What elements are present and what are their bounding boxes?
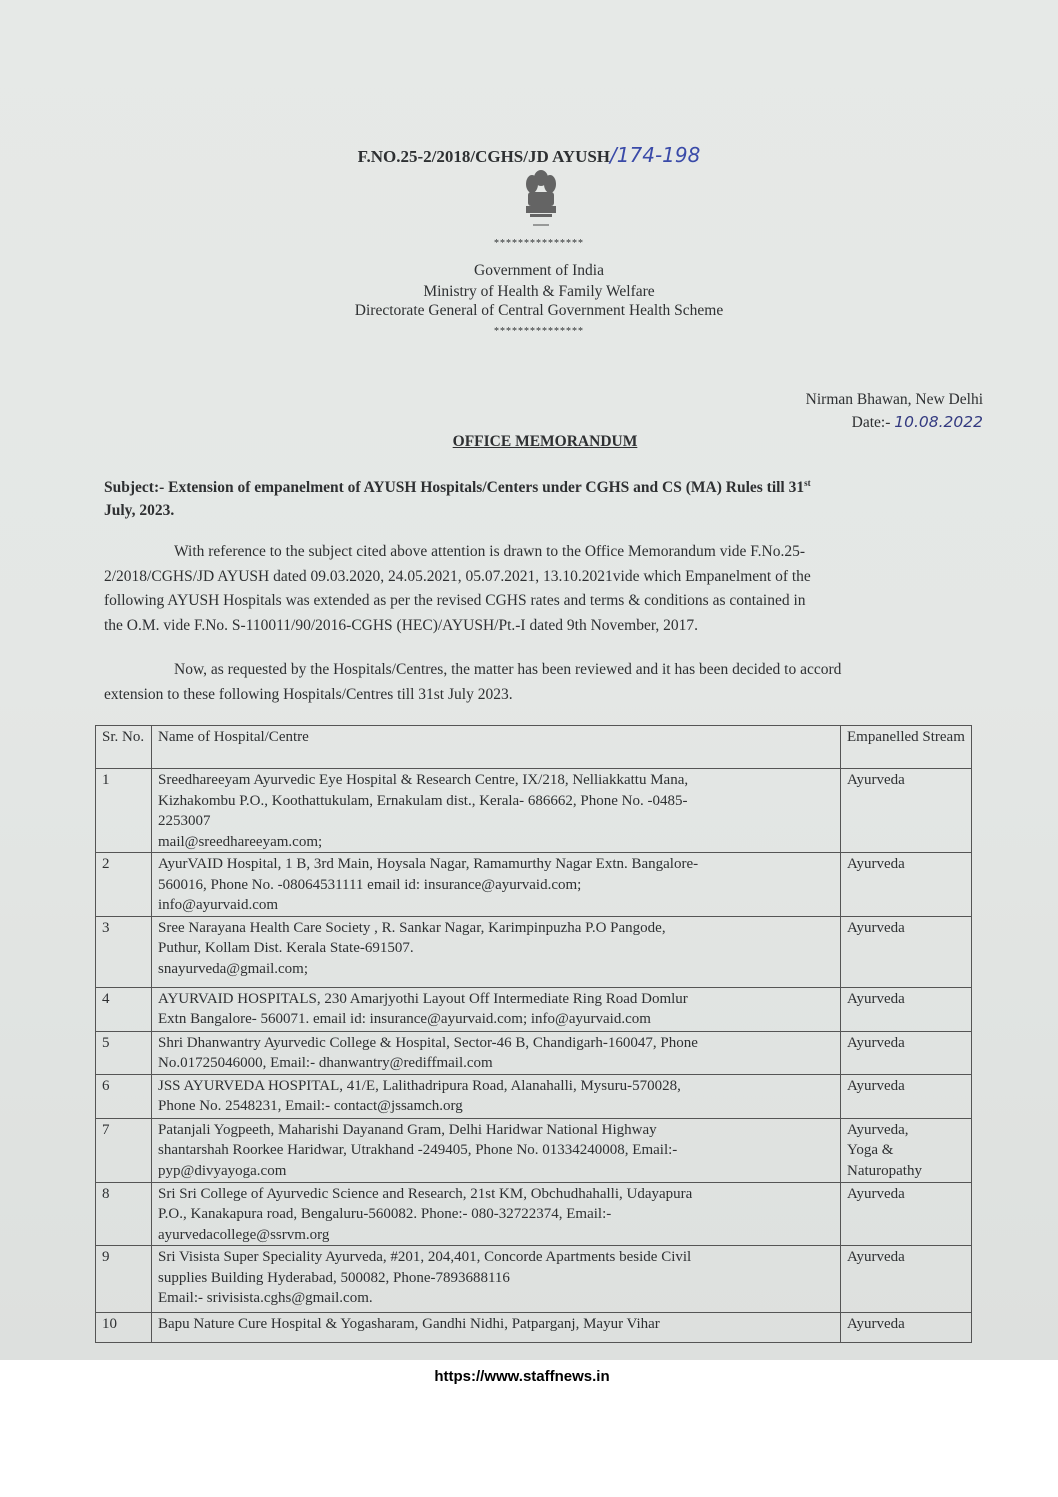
cell-stream-line: Yoga & bbox=[847, 1142, 894, 1158]
cell-hospital-name-line: Bapu Nature Cure Hospital & Yogasharam, Gandhi Nidhi, Patparganj, Mayur Vihar bbox=[158, 1316, 660, 1332]
national-emblem-icon bbox=[521, 168, 561, 234]
cell-hospital-name-line: Email:- srivisista.cghs@gmail.com. bbox=[158, 1290, 373, 1306]
cell-sr-no: 5 bbox=[96, 1031, 152, 1074]
cell-sr-no: 1 bbox=[96, 769, 152, 853]
cell-hospital-name-line: Phone No. 2548231, Email:- contact@jssamch.org bbox=[158, 1098, 463, 1114]
paragraph-line: Now, as requested by the Hospitals/Centres, the matter has been reviewed and it has been decided to accord bbox=[174, 661, 842, 678]
cell-hospital-name-line: No.01725046000, Email:- dhanwantry@rediffmail.com bbox=[158, 1055, 493, 1071]
cell-hospital-name bbox=[152, 853, 841, 917]
header-stream: Empanelled Stream bbox=[841, 726, 972, 769]
paragraph-line: extension to these following Hospitals/Centres till 31st July 2023. bbox=[104, 685, 513, 703]
table-row bbox=[96, 769, 972, 853]
hospital-table bbox=[95, 725, 972, 1343]
subject-sup: st bbox=[804, 478, 811, 488]
cell-stream bbox=[841, 1074, 972, 1118]
paragraph-1 bbox=[104, 540, 984, 638]
cell-hospital-name-line: info@ayurvaid.com bbox=[158, 897, 279, 913]
cell-sr-no: 8 bbox=[96, 1182, 152, 1246]
directorate-line: Directorate General of Central Government Health Scheme bbox=[354, 302, 724, 319]
paragraph-2 bbox=[104, 658, 984, 707]
cell-sr-no: 7 bbox=[96, 1118, 152, 1182]
ministry-line: Ministry of Health & Family Welfare bbox=[423, 283, 655, 300]
cell-hospital-name-line: P.O., Kanakapura road, Bengaluru-560082. Phone:- 080-32722374, Email:- bbox=[158, 1206, 612, 1222]
cell-hospital-name-line: shantarshah Roorkee Haridwar, Utrakhand -249405, Phone No. 01334240008, Email:- bbox=[158, 1142, 678, 1158]
subject bbox=[104, 472, 984, 522]
cell-sr-no: 4 bbox=[96, 987, 152, 1031]
cell-hospital-name bbox=[152, 1182, 841, 1246]
paragraph-line: With reference to the subject cited above attention is drawn to the Office Memorandum vide F.No.25- bbox=[174, 543, 805, 560]
cell-stream bbox=[841, 1118, 972, 1182]
table-row bbox=[96, 1313, 972, 1343]
file-number bbox=[0, 143, 1058, 167]
cell-hospital-name-line: mail@sreedhareeyam.com; bbox=[158, 833, 323, 850]
cell-hospital-name-line: snayurveda@gmail.com; bbox=[158, 960, 309, 977]
cell-hospital-name bbox=[152, 769, 841, 853]
date-value: 10.08.2022 bbox=[894, 413, 983, 431]
cell-hospital-name-line: Shri Dhanwantry Ayurvedic College & Hospital, Sector-46 B, Chandigarh-160047, Phone bbox=[158, 1034, 698, 1051]
cell-hospital-name bbox=[152, 916, 841, 987]
place: Nirman Bhawan, New Delhi bbox=[805, 391, 983, 408]
cell-hospital-name-line: 560016, Phone No. -08064531111 email id: insurance@ayurvaid.com; bbox=[158, 876, 582, 893]
cell-stream bbox=[841, 987, 972, 1031]
cell-stream-line: Ayurveda bbox=[847, 1077, 905, 1094]
cell-hospital-name-line: 2253007 bbox=[158, 813, 211, 829]
table-row bbox=[96, 853, 972, 917]
cell-stream bbox=[841, 769, 972, 853]
table-row bbox=[96, 1074, 972, 1118]
header-hospital-name: Name of Hospital/Centre bbox=[152, 726, 841, 769]
cell-stream bbox=[841, 853, 972, 917]
cell-hospital-name-line: JSS AYURVEDA HOSPITAL, 41/E, Lalithadripura Road, Alanahalli, Mysuru-570028, bbox=[158, 1077, 681, 1094]
place-date-block bbox=[806, 389, 983, 434]
government-line: Government of India bbox=[474, 262, 604, 279]
paragraph-line: following AYUSH Hospitals was extended as per the revised CGHS rates and terms & conditions as contained in bbox=[104, 592, 806, 609]
cell-hospital-name-line: Kizhakombu P.O., Koothattukulam, Ernakulam dist., Kerala- 686662, Phone No. -0485- bbox=[158, 792, 688, 809]
cell-sr-no: 9 bbox=[96, 1246, 152, 1313]
cell-stream-line: Ayurveda bbox=[847, 990, 905, 1007]
cell-hospital-name bbox=[152, 1031, 841, 1074]
handwritten-number: /174-198 bbox=[610, 143, 701, 167]
date-label: Date:- bbox=[851, 414, 891, 431]
cell-hospital-name bbox=[152, 1246, 841, 1313]
cell-hospital-name-line: Extn Bangalore- 560071. email id: insurance@ayurvaid.com; info@ayurvaid.com bbox=[158, 1011, 651, 1027]
cell-hospital-name-line: ayurvedacollege@ssrvm.org bbox=[158, 1226, 330, 1243]
paragraph-line: 2/2018/CGHS/JD AYUSH dated 09.03.2020, 24.05.2021, 05.07.2021, 13.10.2021vide which Empanelment of the bbox=[104, 567, 811, 585]
cell-stream-line: Ayurveda bbox=[847, 856, 905, 872]
cell-stream bbox=[841, 1313, 972, 1343]
table-row bbox=[96, 916, 972, 987]
cell-stream-line: Ayurveda bbox=[847, 1185, 905, 1202]
cell-hospital-name bbox=[152, 1313, 841, 1343]
table-row bbox=[96, 1031, 972, 1074]
document-title: OFFICE MEMORANDUM bbox=[452, 433, 638, 450]
header-sr-no: Sr. No. bbox=[96, 726, 152, 769]
table-row bbox=[96, 1246, 972, 1313]
cell-hospital-name bbox=[152, 1118, 841, 1182]
cell-sr-no: 2 bbox=[96, 853, 152, 917]
star-separator-top: *************** bbox=[494, 238, 584, 249]
cell-hospital-name-line: AYURVAID HOSPITALS, 230 Amarjyothi Layout Off Intermediate Ring Road Domlur bbox=[158, 990, 688, 1007]
cell-stream-line: Naturopathy bbox=[847, 1162, 922, 1179]
source-url[interactable]: https://www.staffnews.in bbox=[434, 1368, 610, 1385]
table-row bbox=[96, 1118, 972, 1182]
cell-stream bbox=[841, 1182, 972, 1246]
cell-stream-line: Ayurveda bbox=[847, 1034, 905, 1051]
cell-hospital-name bbox=[152, 987, 841, 1031]
cell-hospital-name-line: Patanjali Yogpeeth, Maharishi Dayanand Gram, Delhi Haridwar National Highway bbox=[158, 1121, 657, 1138]
cell-stream bbox=[841, 916, 972, 987]
cell-hospital-name-line: Sree Narayana Health Care Society , R. Sankar Nagar, Karimpinpuzha P.O Pangode, bbox=[158, 919, 666, 936]
cell-stream-line: Ayurveda bbox=[847, 1249, 905, 1265]
date bbox=[806, 411, 983, 434]
cell-hospital-name-line: Puthur, Kollam Dist. Kerala State-691507. bbox=[158, 940, 414, 956]
cell-stream-line: Ayurveda bbox=[847, 919, 905, 936]
paragraph-line: the O.M. vide F.No. S-110011/90/2016-CGHS (HEC)/AYUSH/Pt.-I dated 9th November, 2017. bbox=[104, 616, 699, 634]
table-row bbox=[96, 1182, 972, 1246]
file-number-text: F.NO.25-2/2018/CGHS/JD AYUSH bbox=[357, 147, 611, 166]
cell-hospital-name bbox=[152, 1074, 841, 1118]
cell-stream bbox=[841, 1246, 972, 1313]
cell-hospital-name-line: AyurVAID Hospital, 1 B, 3rd Main, Hoysala Nagar, Ramamurthy Nagar Extn. Bangalore- bbox=[158, 856, 699, 872]
table-row bbox=[96, 987, 972, 1031]
subject-line: Subject:- Extension of empanelment of AYUSH Hospitals/Centers under CGHS and CS (MA) Rules till 31 bbox=[104, 479, 805, 497]
cell-stream-line: Ayurveda, bbox=[847, 1121, 909, 1138]
cell-hospital-name-line: supplies Building Hyderabad, 500082, Phone-7893688116 bbox=[158, 1269, 510, 1286]
table-header-row bbox=[96, 726, 972, 769]
subject-line: July, 2023. bbox=[104, 502, 175, 520]
cell-sr-no: 3 bbox=[96, 916, 152, 987]
star-separator-bottom: *************** bbox=[494, 326, 584, 337]
cell-hospital-name-line: Sri Sri College of Ayurvedic Science and Research, 21st KM, Obchudhahalli, Udayapura bbox=[158, 1185, 693, 1202]
cell-stream-line: Ayurveda bbox=[847, 772, 905, 788]
cell-stream-line: Ayurveda bbox=[847, 1316, 905, 1332]
cell-stream bbox=[841, 1031, 972, 1074]
cell-hospital-name-line: Sri Visista Super Speciality Ayurveda, #201, 204,401, Concorde Apartments beside Civil bbox=[158, 1249, 692, 1265]
cell-sr-no: 6 bbox=[96, 1074, 152, 1118]
cell-hospital-name-line: pyp@divyayoga.com bbox=[158, 1162, 287, 1179]
cell-hospital-name-line: Sreedhareeyam Ayurvedic Eye Hospital & Research Centre, IX/218, Nelliakkattu Mana, bbox=[158, 772, 689, 788]
cell-sr-no: 10 bbox=[96, 1313, 152, 1343]
